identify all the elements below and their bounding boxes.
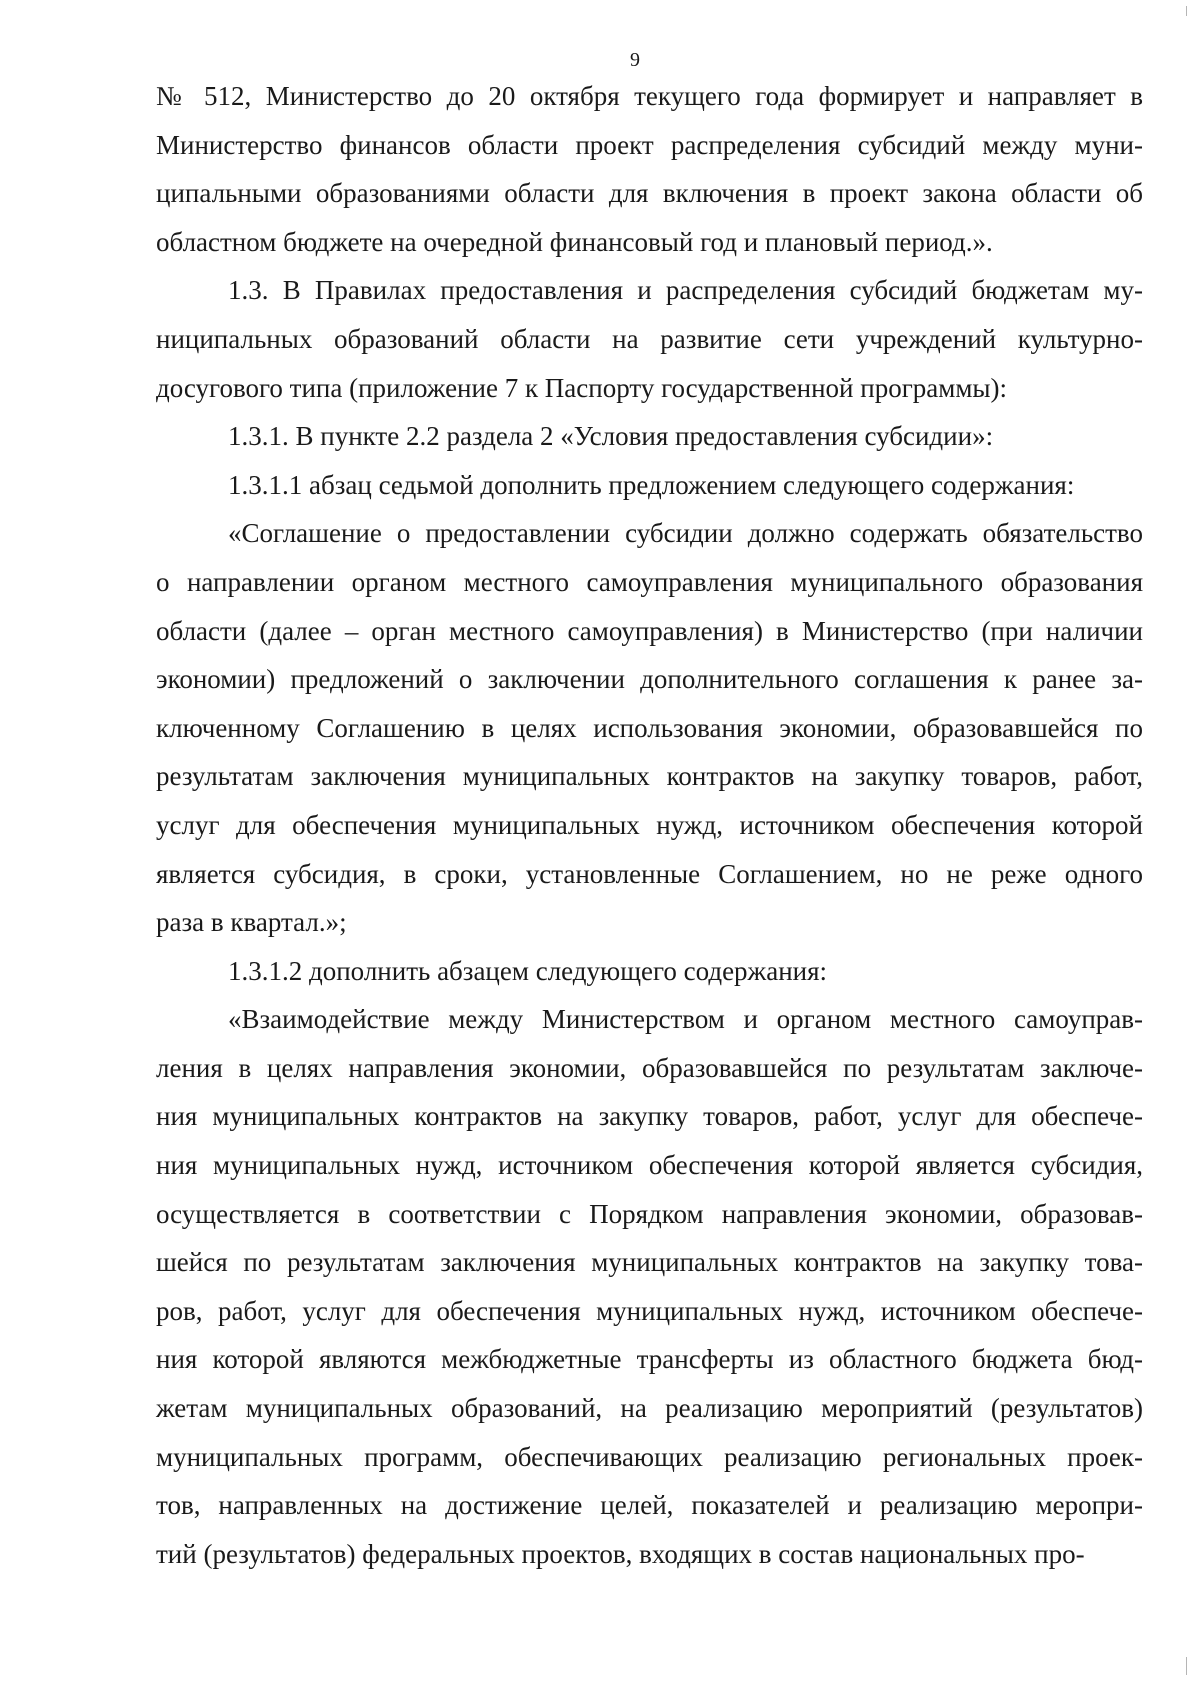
text-line: Министерство финансов области проект распределения субсидий между муни- — [156, 129, 1143, 160]
text-line: № 512, Министерство до 20 октября текущего года формирует и направляет в — [156, 81, 1143, 111]
text-line: 1.3. В Правилах предоставления и распределения субсидий бюджетам му- — [228, 275, 1143, 306]
text-line: ниципальных образований области на развитие сети учреждений культурно- — [156, 323, 1143, 354]
text-line: ления в целях направления экономии, образовавшейся по результатам заключе- — [156, 1052, 1143, 1083]
text-line: ния муниципальных нужд, источником обеспечения которой является субсидия, — [156, 1150, 1143, 1181]
paragraph — [156, 72, 1143, 266]
paragraph — [156, 509, 1143, 946]
text-line: результатам заключения муниципальных контрактов на закупку товаров, работ, — [156, 761, 1143, 792]
text-line: является субсидия, в сроки, установленные Соглашением, но не реже одного — [156, 858, 1143, 889]
text-line: областном бюджете на очередной финансовый год и плановый период.». — [156, 226, 993, 257]
text-line: ния муниципальных контрактов на закупку товаров, работ, услуг для обеспече- — [156, 1101, 1143, 1132]
text-line: экономии) предложений о заключении дополнительного соглашения к ранее за- — [156, 664, 1143, 695]
text-line: «Соглашение о предоставлении субсидии должно содержать обязательство — [228, 518, 1143, 549]
paragraph — [156, 947, 1143, 996]
text-line: о направлении органом местного самоуправления муниципального образования — [156, 566, 1143, 597]
scan-edge-mark — [1186, 6, 1187, 16]
text-line: 1.3.1.1 абзац седьмой дополнить предложением следующего содержания: — [228, 469, 1075, 500]
text-line: раза в квартал.»; — [156, 907, 347, 938]
text-line: услуг для обеспечения муниципальных нужд, источником обеспечения которой — [156, 809, 1143, 840]
paragraph — [156, 266, 1143, 412]
text-line: области (далее – орган местного самоуправления) в Министерство (при наличии — [156, 615, 1143, 646]
text-line: муниципальных программ, обеспечивающих реализацию региональных проек- — [156, 1441, 1143, 1472]
text-line: «Взаимодействие между Министерством и органом местного самоуправ- — [228, 1004, 1143, 1035]
text-line: досугового типа (приложение 7 к Паспорту государственной программы): — [156, 372, 1008, 403]
paragraph — [156, 412, 1143, 461]
text-line: тий (результатов) федеральных проектов, входящих в состав национальных про- — [156, 1538, 1085, 1569]
text-line: 1.3.1.2 дополнить абзацем следующего содержания: — [228, 955, 828, 986]
text-line: ния которой являются межбюджетные трансферты из областного бюджета бюд- — [156, 1344, 1143, 1375]
document-body — [156, 72, 1143, 1578]
text-line: шейся по результатам заключения муниципальных контрактов на закупку това- — [156, 1247, 1143, 1278]
paragraph — [156, 461, 1143, 510]
text-line: ципальными образованиями области для включения в проект закона области об — [156, 178, 1143, 209]
scan-edge-mark — [1186, 1657, 1187, 1675]
text-line: ключенному Соглашению в целях использования экономии, образовавшейся по — [156, 712, 1143, 743]
text-line: ров, работ, услуг для обеспечения муниципальных нужд, источником обеспече- — [156, 1295, 1143, 1326]
text-line: жетам муниципальных образований, на реализацию мероприятий (результатов) — [156, 1393, 1143, 1424]
page-number: 9 — [630, 49, 640, 71]
text-line: тов, направленных на достижение целей, показателей и реализацию меропри- — [156, 1490, 1143, 1521]
text-line: осуществляется в соответствии с Порядком направления экономии, образовав- — [156, 1198, 1143, 1229]
text-line: 1.3.1. В пункте 2.2 раздела 2 «Условия предоставления субсидии»: — [228, 421, 994, 452]
paragraph — [156, 995, 1143, 1578]
